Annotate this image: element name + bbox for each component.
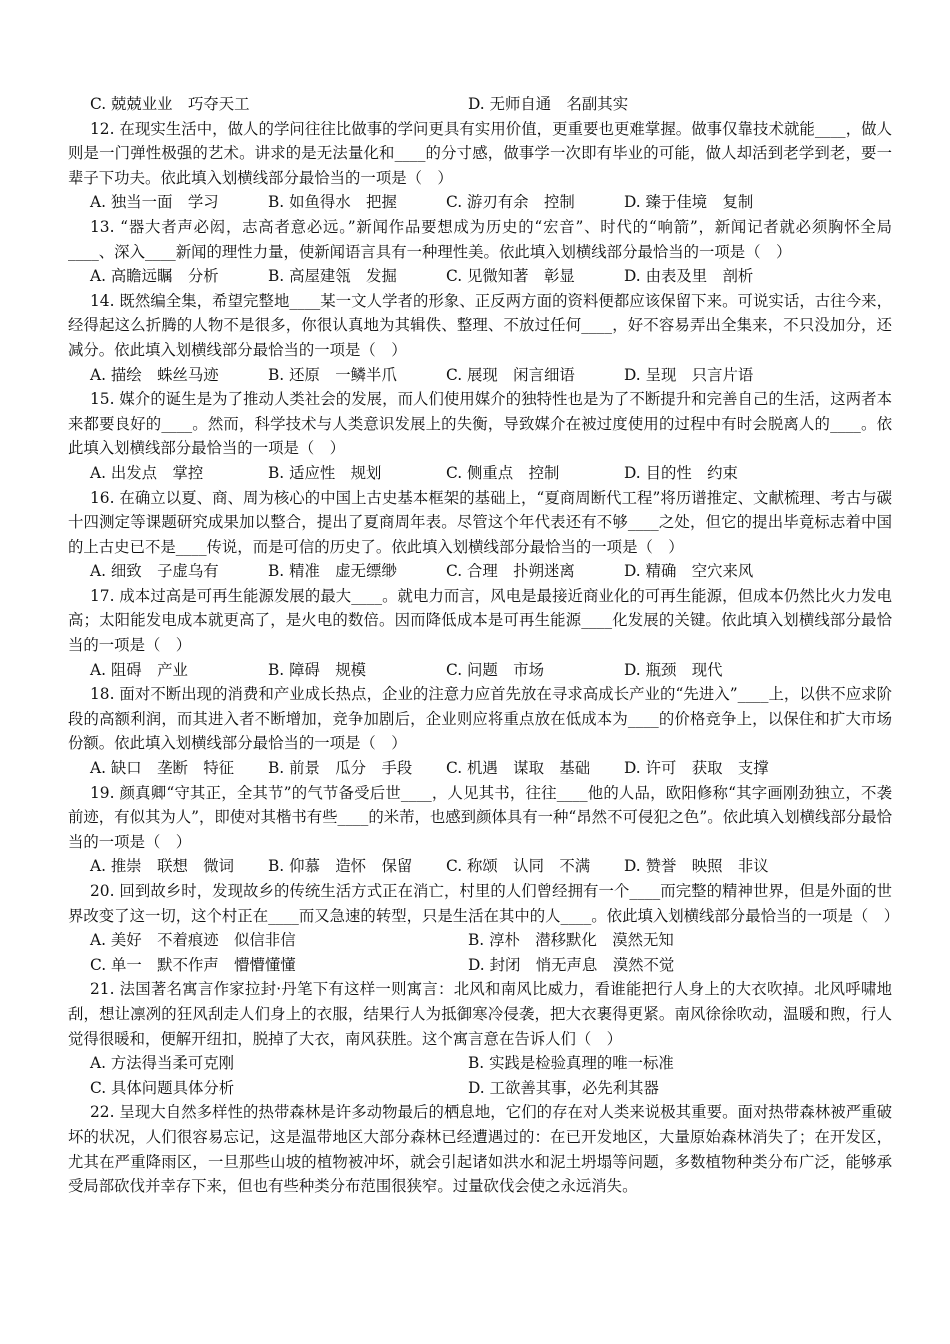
option-a[interactable]: A. 方法得当柔可克刚 xyxy=(90,1054,235,1073)
question-15 xyxy=(68,387,892,485)
question-options-row-1 xyxy=(68,1051,892,1076)
option-a[interactable]: A. 阻碍 产业 xyxy=(90,660,188,679)
option-c[interactable]: C. 见微知著 彰显 xyxy=(446,267,575,286)
question-options xyxy=(68,264,892,289)
question-options-row-2 xyxy=(68,953,892,978)
option-d[interactable]: D. 目的性 约束 xyxy=(624,463,738,482)
option-a[interactable]: A. 推崇 联想 微词 xyxy=(90,857,235,876)
option-b[interactable]: B. 如鱼得水 把握 xyxy=(268,193,397,212)
option-a[interactable]: A. 美好 不着痕迹 似信非信 xyxy=(90,931,296,950)
question-16 xyxy=(68,486,892,584)
question-13 xyxy=(68,215,892,289)
question-options xyxy=(68,658,892,683)
option-b[interactable]: B. 精准 虚无缥缈 xyxy=(268,562,397,581)
question-20 xyxy=(68,879,900,977)
option-b[interactable]: B. 仰慕 造怀 保留 xyxy=(268,857,413,876)
question-stem: 17. 成本过高是可再生能源发展的最大____。就电力而言，风电是最接近商业化的可再生能源，但成本仍然比火力发电高；太阳能发电成本就更高了，是火电的数倍。因而降低成本是可再生能源____化发展的关键。依此填入划横线部分最恰当的一项是（ ） xyxy=(68,586,892,655)
option-d[interactable]: D. 工欲善其事，必先利其器 xyxy=(468,1078,659,1097)
question-stem: 12. 在现实生活中，做人的学问往往比做事的学问更具有实用价值，更重要也更难掌握。做事仅靠技术就能____，做人则是一门弹性极强的艺术。讲求的是无法量化和____的分寸感，做事学一次即有毕业的可能，做人却活到老学到老，要一辈子下功夫。依此填入划横线部分最恰当的一项是（ ） xyxy=(68,119,892,187)
option-d[interactable]: D. 呈现 只言片语 xyxy=(624,365,754,384)
option-d[interactable]: D. 精确 空穴来风 xyxy=(624,562,754,581)
question-options-row-2 xyxy=(68,1076,892,1101)
option-b[interactable]: B. 淳朴 潜移默化 漠然无知 xyxy=(468,931,674,950)
question-options xyxy=(68,756,892,781)
option-c[interactable]: C. 合理 扑朔迷离 xyxy=(446,562,575,581)
question-stem: 22. 呈现大自然多样性的热带森林是许多动物最后的栖息地，它们的存在对人类来说极其重要。面对热带森林被严重破坏的状况，人们很容易忘记，这是温带地区大部分森林已经遭遇过的：在已开发地区，大量原始森林消失了；在开发区，尤其在严重降雨区，一旦那些山坡的植物被冲坏，就会引起诸如洪水和泥土坍塌等问题，多数植物种类分布广泛，能够承受局部砍伐并幸存下来，但也有些种类分布范围很狭窄。过量砍伐会使之永远消失。 xyxy=(68,1103,892,1196)
option-c[interactable]: C. 单一 默不作声 懵懵懂懂 xyxy=(90,955,296,974)
option-a[interactable]: A. 独当一面 学习 xyxy=(90,193,219,212)
question-14 xyxy=(68,289,892,387)
option-b[interactable]: B. 适应性 规划 xyxy=(268,463,382,482)
question-stem: 19. 颜真卿“守其正，全其节”的气节备受后世____，人见其书，往往____他的人品，欧阳修称“其字画刚劲独立，不袭前迹，有似其为人”，即使对其楷书有些____的米芾，也感到颜体具有一种“昂然不可侵犯之色”。依此填入划横线部分最恰当的一项是（ ） xyxy=(68,783,892,851)
question-options-row-1 xyxy=(68,928,892,953)
option-c[interactable]: C. 问题 市场 xyxy=(446,660,544,679)
option-c[interactable]: C. 称颂 认同 不满 xyxy=(446,857,591,876)
question-options xyxy=(68,363,892,388)
question-options xyxy=(68,190,892,215)
option-b[interactable]: B. 实践是检验真理的唯一标准 xyxy=(468,1054,674,1073)
question-stem: 15. 媒介的诞生是为了推动人类社会的发展，而人们使用媒介的独特性也是为了不断提升和完善自己的生活，这两者本来都要良好的____。然而，科学技术与人类意识发展上的失衡，导致媒介在被过度使用的过程中有时会脱离人的____。依此填入划横线部分最恰当的一项是（ ） xyxy=(68,390,892,458)
option-d[interactable]: D. 封闭 悄无声息 漠然不觉 xyxy=(468,955,675,974)
option-b[interactable]: B. 还原 一鳞半爪 xyxy=(268,365,397,384)
option-a[interactable]: A. 细致 子虚乌有 xyxy=(90,562,219,581)
question-18 xyxy=(68,682,892,780)
option-d[interactable]: D. 瓶颈 现代 xyxy=(624,660,723,679)
option-a[interactable]: A. 出发点 掌控 xyxy=(90,463,204,482)
option-b[interactable]: B. 障碍 规模 xyxy=(268,660,367,679)
question-options xyxy=(68,461,892,486)
question-stem: 14. 既然编全集，希望完整地____某一文人学者的形象、正反两方面的资料便都应该保留下来。可说实话，古往今来，经得起这么折腾的人物不是很多，你很认真地为其辑佚、整理、不放过任何____，好不容易弄出全集来，不只没加分，还减分。依此填入划横线部分最恰当的一项是（ ） xyxy=(68,291,892,359)
question-options xyxy=(68,559,892,584)
question-17 xyxy=(68,584,892,682)
option-d[interactable]: D. 臻于佳境 复制 xyxy=(624,193,754,212)
option-c[interactable]: C. 具体问题具体分析 xyxy=(90,1078,235,1097)
prev-question-options xyxy=(68,92,892,117)
option-a[interactable]: A. 高瞻远瞩 分析 xyxy=(90,267,219,286)
question-21 xyxy=(68,977,892,1100)
question-22 xyxy=(68,1100,892,1198)
question-stem: 18. 面对不断出现的消费和产业成长热点，企业的注意力应首先放在寻求高成长产业的“先进入”____上，以供不应求阶段的高额利润，而其进入者不断增加，竞争加剧后，企业则应将重点放在低成本为____的价格竞争上，以保住和扩大市场份额。依此填入划横线部分最恰当的一项是（ ） xyxy=(68,685,892,753)
option-d[interactable]: D. 无师自通 名副其实 xyxy=(468,95,629,113)
option-a[interactable]: A. 缺口 垄断 特征 xyxy=(90,759,235,778)
question-options xyxy=(68,854,892,879)
question-stem: 16. 在确立以夏、商、周为核心的中国上古史基本框架的基础上，“夏商周断代工程”将历谱推定、文献梳理、考古与碳十四测定等课题研究成果加以整合，提出了夏商周年表。尽管这个年代表还有不够____之处，但它的提出毕竟标志着中国的上古史已不是____传说，而是可信的历史了。依此填入划横线部分最恰当的一项是（ ） xyxy=(68,488,892,556)
option-c[interactable]: C. 兢兢业业 巧夺天工 xyxy=(90,95,250,113)
question-stem: 21. 法国著名寓言作家拉封·丹笔下有这样一则寓言：北风和南风比威力，看谁能把行人身上的大衣吹掉。北风呼啸地刮，想让凛冽的狂风刮走人们身上的衣服，结果行人为抵御寒冷侵袭，把大衣裹得更紧。南风徐徐吹动，温暖和煦，行人觉得很暖和，便解开纽扣，脱掉了大衣，南风获胜。这个寓言意在告诉人们（ ） xyxy=(68,980,892,1048)
question-stem: 20. 回到故乡时，发现故乡的传统生活方式正在消亡，村里的人们曾经拥有一个____而完整的精神世界，但是外面的世界改变了这一切，这个村正在____而又急速的转型，只是生活在其中的人____。依此填入划横线部分最恰当的一项是（ ） xyxy=(68,882,900,925)
option-c[interactable]: C. 游刃有余 控制 xyxy=(446,193,575,212)
option-a[interactable]: A. 描绘 蛛丝马迹 xyxy=(90,365,219,384)
option-c[interactable]: C. 侧重点 控制 xyxy=(446,463,560,482)
question-stem: 13. “器大者声必闳，志高者意必远。”新闻作品要想成为历史的“宏音”、时代的“响箭”，新闻记者就必须胸怀全局____、深入____新闻的理性力量，使新闻语言具有一种理性美。依此填入划横线部分最恰当的一项是（ ） xyxy=(68,217,892,261)
option-b[interactable]: B. 高屋建瓴 发掘 xyxy=(268,267,397,286)
option-b[interactable]: B. 前景 瓜分 手段 xyxy=(268,759,413,778)
option-c[interactable]: C. 机遇 谋取 基础 xyxy=(446,759,591,778)
question-12 xyxy=(68,117,892,215)
option-d[interactable]: D. 由表及里 剖析 xyxy=(624,267,754,286)
option-c[interactable]: C. 展现 闲言细语 xyxy=(446,365,575,384)
option-d[interactable]: D. 许可 获取 支撑 xyxy=(624,759,769,778)
option-d[interactable]: D. 赞誉 映照 非议 xyxy=(624,857,769,876)
question-19 xyxy=(68,781,892,879)
